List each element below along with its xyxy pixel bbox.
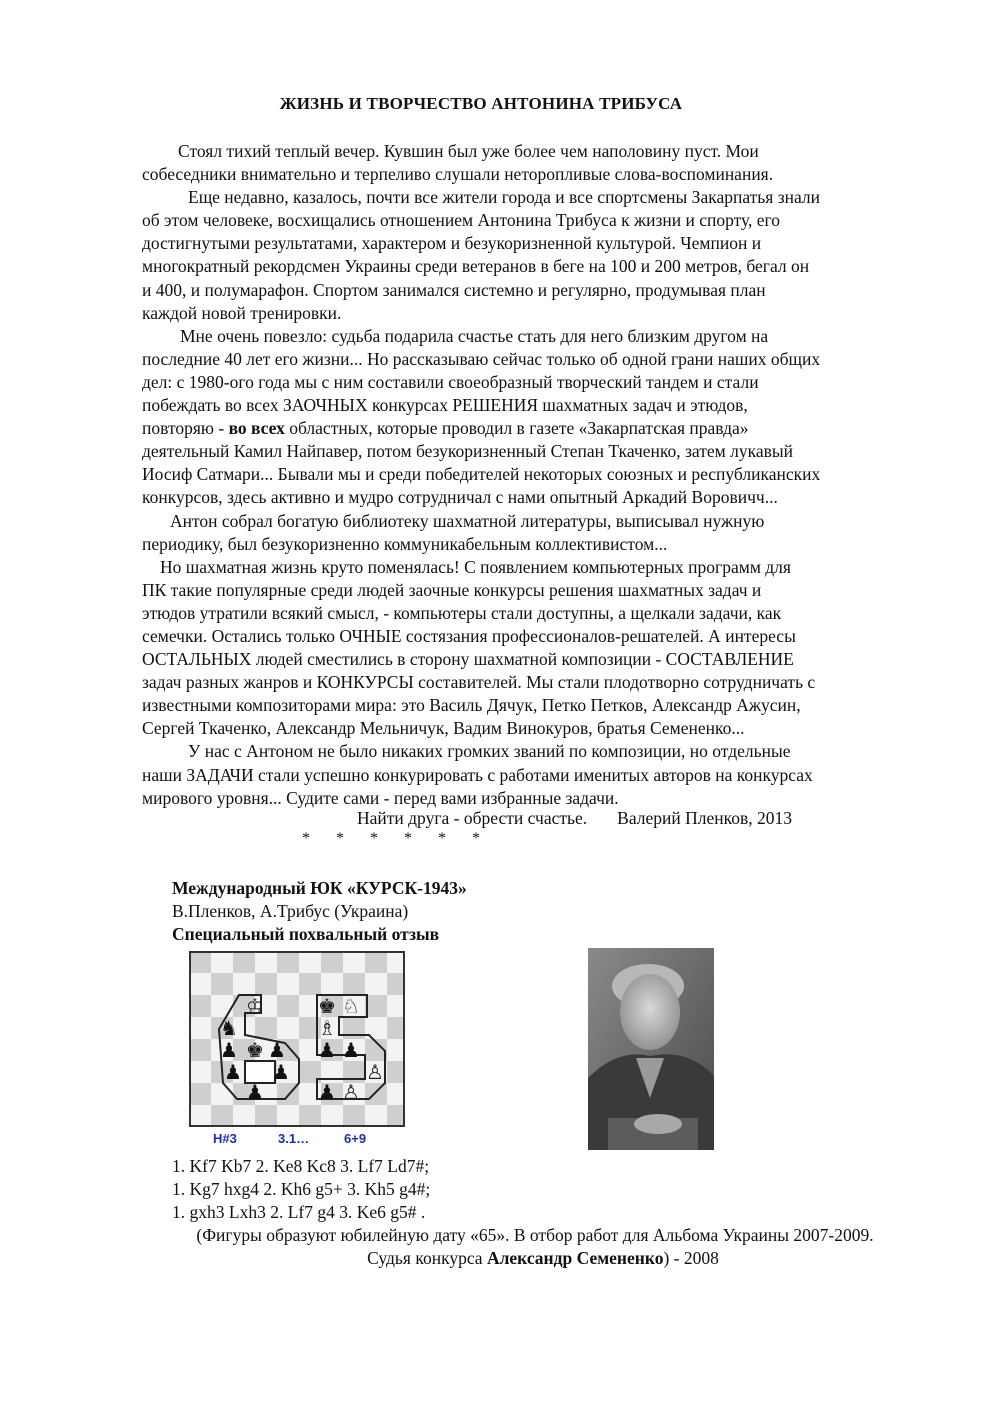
text-line: многократный рекордсмен Украины среди ветеранов в беге на 100 и 200 метров, бегал он [142,256,810,277]
portrait-photo [588,948,714,1150]
text-line: ПК такие популярные среди людей заочные конкурсы решения шахматных задач и [142,579,762,600]
white-bishop-icon: ♗ [318,1016,336,1040]
article-body [142,140,932,810]
solution-line: 1. Kf7 Kb7 2. Ke8 Kc8 3. Lf7 Ld7#; [172,1156,430,1176]
judge-suffix: ) - 2008 [663,1248,719,1268]
text-line: Еще недавно, казалось, почти все жители города и все спортсмены Закарпатья знали [188,187,820,208]
black-king-icon: ♚ [318,994,336,1018]
text-line: дел: с 1980-ого года мы с ним составили своеобразный творческий тандем и стали [142,371,759,392]
text-line: мирового уровня... Судите сами - перед вами избранные задачи. [142,787,619,808]
signature [357,808,792,829]
white-knight-icon: ♘ [342,994,360,1018]
judge-name: Александр Семененко [486,1248,664,1268]
text-line: задач разных жанров и КОНКУРСЫ составителей. Мы стали плодотворно сотрудничать с [142,672,816,693]
solutions-count: 3.1… [278,1131,310,1146]
text-line: известными композиторами мира: это Василь Дячук, Петко Петков, Александр Ажусин, [142,695,801,716]
chess-diagram [189,951,405,1127]
text-line: ОСТАЛЬНЫХ людей сместились в сторону шахматной композиции - СОСТАВЛЕНИЕ [142,649,794,670]
text-line: Мне очень повезло: судьба подарила счастье стать для него близким другом на [180,325,769,346]
text-fragment: областных, которые проводил в газете «Закарпатская правда» [284,418,749,439]
black-king-icon: ♚ [246,1038,264,1062]
text-line: конкурсов, здесь активно и мудро сотрудничал с нами опытный Аркадий Воровичч... [142,487,778,508]
text-line: У нас с Антоном не было никаких громких званий по композиции, но отдельные [188,741,791,762]
text-line: побеждать во всех ЗАОЧНЫХ конкурсах РЕШЕНИЯ шахматных задач и этюдов, [142,395,748,416]
text-fragment: повторяю - [142,418,229,439]
emphasis-text: во всех [228,418,285,439]
text-line: этюдов утратили всякий смысл, - компьютеры стали доступны, а щелкали задачи, как [142,602,782,623]
white-pawn-icon: ♙ [342,1080,360,1104]
signature-motto: Найти друга - обрести счастье. [357,808,588,828]
black-pawn-icon: ♟ [268,1038,286,1062]
separator: * * * * * * [302,830,491,847]
problem-note: (Фигуры образуют юбилейную дату «65». В отбор работ для Альбома Украины 2007-2009. [196,1225,874,1245]
black-pawn-icon: ♟ [224,1060,242,1084]
piece-count: 6+9 [344,1131,367,1146]
white-pawn-icon: ♙ [366,1060,384,1084]
page-title: ЖИЗНЬ И ТВОРЧЕСТВО АНТОНИНА ТРИБУСА [279,94,683,113]
text-line: последние 40 лет его жизни... Но рассказываю сейчас только об одной грани наших общих [142,348,821,369]
text-line: семечки. Остались только ОЧНЫЕ состязания профессионалов-решателей. А интересы [142,625,796,646]
text-line: Но шахматная жизнь круто поменялась! С появлением компьютерных программ для [160,556,791,577]
text-line: Антон собрал богатую библиотеку шахматной литературы, выписывал нужную [170,510,765,531]
black-knight-icon: ♞ [220,1016,238,1040]
text-line: Сергей Ткаченко, Александр Мельничук, Вадим Винокуров, братья Семененко... [142,718,745,739]
black-pawn-icon: ♟ [342,1038,360,1062]
black-pawn-icon: ♟ [246,1080,264,1104]
problem-authors: В.Пленков, А.Трибус (Украина) [172,901,409,921]
competition-name: Международный ЮК «КУРСК-1943» [172,878,467,898]
text-line [142,417,932,440]
judge-prefix: Судья конкурса [367,1248,487,1268]
black-pawn-icon: ♟ [220,1038,238,1062]
text-line: достигнутыми результатами, характером и безукоризненной культурой. Чемпион и [142,233,762,254]
text-line: наши ЗАДАЧИ стали успешно конкурировать с работами именитых авторов на конкурсах [142,764,813,785]
text-line: Иосиф Сатмари... Бывали мы и среди победителей некоторых союзных и республиканских [142,464,821,485]
stipulation: H#3 [213,1131,237,1146]
text-line: деятельный Камил Найпавер, потом безукоризненный Степан Ткаченко, затем лукавый [142,441,793,462]
text-line: периодику, был безукоризненно коммуникабельным коллективистом... [142,533,668,554]
solution-line: 1. Kg7 hxg4 2. Kh6 g5+ 3. Kh5 g4#; [172,1179,431,1199]
text-line: каждой новой тренировки. [142,302,342,323]
signature-author: Валерий Пленков, 2013 [617,808,792,828]
text-line: об этом человеке, восхищались отношением Антонина Трибуса к жизни и спорту, его [142,210,781,231]
text-line: собеседники внимательно и терпеливо слушали неторопливые слова-воспоминания. [142,164,774,185]
white-king-icon: ♔ [246,994,264,1018]
problem-award: Специальный похвальный отзыв [172,924,440,944]
black-pawn-icon: ♟ [318,1038,336,1062]
black-pawn-icon: ♟ [272,1060,290,1084]
problem-judge [0,1248,992,1269]
solution-line: 1. gxh3 Lxh3 2. Lf7 g4 3. Ke6 g5# . [172,1202,426,1222]
black-pawn-icon: ♟ [318,1080,336,1104]
text-line: и 400, и полумарафон. Спортом занимался системно и регулярно, продумывая план [142,279,766,300]
text-line: Стоял тихий теплый вечер. Кувшин был уже более чем наполовину пуст. Мои [178,141,759,161]
